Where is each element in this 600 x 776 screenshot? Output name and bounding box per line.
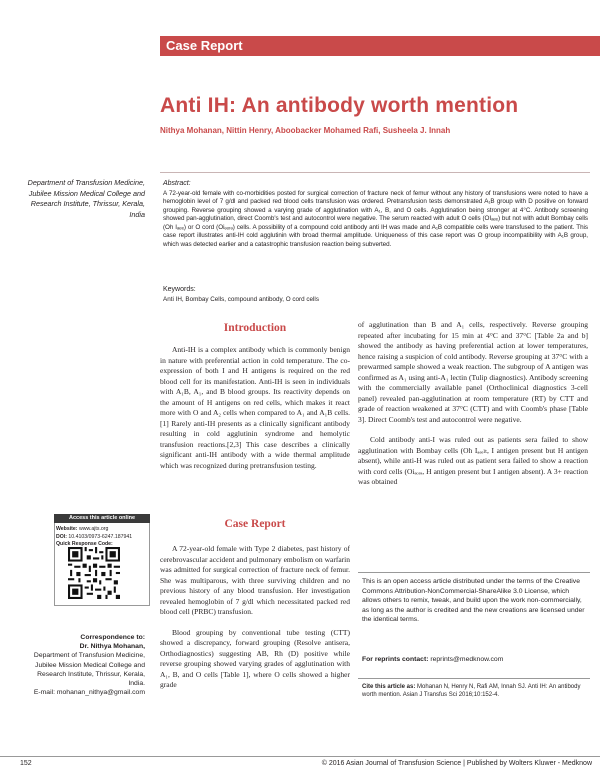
citation-block xyxy=(362,683,586,699)
footer-copyright: © 2016 Asian Journal of Transfusion Science | Published by Wolters Kluwer - Medknow xyxy=(321,760,592,767)
website-link[interactable]: www.ajts.org xyxy=(78,526,109,532)
website-line xyxy=(56,526,148,532)
correspondence-block xyxy=(20,633,145,697)
introduction-body xyxy=(160,345,350,481)
citation-text: Mohanan N, Henry N, Rafi AM, Innah SJ. Anti IH: An antibody worth mention. Asian J Transfus Sci 2016;10:152-4. xyxy=(362,684,581,699)
open-access-text: This is an open access article distributed under the terms of the Creative Commons Attribution-NonCommercial-ShareAlike 3.0 License, which allows others to remix, tweak, and build upon the work non-commercially, as long as the author is credited and the new creations are licensed under the identical terms. xyxy=(362,578,585,624)
keywords-text: Anti IH, Bombay Cells, compound antibody, O cord cells xyxy=(163,296,319,303)
case-report-heading: Case Report xyxy=(224,518,286,530)
case-report-paragraph-1: A 72-year-old female with Type 2 diabetes, past history of cerebrovascular accident and pulmonary embolism on warfarin was admitted for surgical correction of fracture neck of femur. She was multiparous, with three surviving children and no previous history of any blood transfusion. Her investigation revealed hemoglobin of 7 g/dl which necessitated packed red blood cell (PRBC) transfusion. xyxy=(160,544,350,616)
doi-value[interactable]: 10.4103/0973-6247.187941 xyxy=(68,534,133,540)
open-access-box xyxy=(358,572,590,573)
abstract-label: Abstract: xyxy=(163,180,191,187)
right-paragraph-2: Cold antibody anti-I was ruled out as patients sera failed to show agglutination with Bombay cells (Oh Iₐₑₑₗₜ, I antigen present but H antigen absent), while anti-H was ruled out as patient sera failed to show a reaction with cord cells (Oiₔₒᵣₔ, H antigen present but I antigen absent). A 3+ reaction was obtained xyxy=(358,435,588,486)
doi-label: DOI: xyxy=(56,534,67,540)
citation-box xyxy=(358,678,590,679)
abstract-text: A 72-year-old female with co-morbidities posted for surgical correction of fracture neck of femur without any history of transfusions were noted to have a hemoglobin level of 7 g/dl and packed red blood cells transfusion was ordered. Pretransfusion tests demonstrated A₁B group with D positive on forward grouping. Reverse grouping showed a varying grade of agglutination with A₁, B, and O cells. Agglutination being stronger at 4°C. Antibody screening showed pan-agglutination, direct Coomb's test and autocontrol were negative. The serum reacted with adult O cells (OIₐₑₑ) but not with adult Bombay cells (Oh Iₐₑₑ) or O cord (Oiₔₒᵣₔ) cells. A possibility of a compound cold antibody anti IH was made and A₁B compatible cells were transfused to the patient. This case report illustrates anti-IH cold agglutinin with broad thermal amplitude. Uniqueness of this case report was O group incompatibility with A₁B group, which was detected earlier and a catastrophic transfusion reaction being subverted. xyxy=(163,190,588,248)
citation-label: Cite this article as: xyxy=(362,684,416,690)
page-number: 152 xyxy=(20,760,32,767)
author-affiliation: Department of Transfusion Medicine, Jubilee Mission Medical College and Research Institute, Thrissur, Kerala, India xyxy=(27,178,145,219)
access-article-heading: Access this article online xyxy=(54,514,150,523)
section-label: Case Report xyxy=(166,38,243,53)
article-title: Anti IH: An antibody worth mention xyxy=(160,94,519,117)
reprints-email[interactable]: reprints@medknow.com xyxy=(430,656,504,663)
correspondence-label: Correspondence to: xyxy=(80,634,145,641)
reprints-line xyxy=(362,656,586,663)
introduction-heading: Introduction xyxy=(223,322,287,334)
case-report-body xyxy=(160,544,350,701)
qr-code-icon[interactable] xyxy=(68,547,120,599)
right-paragraph-1: of agglutination than B and A₁ cells, respectively. Reverse grouping repeated after incubating for 15 min at 4°C and 37°C [Table 2a and b] showed the antibody as having preferential action at lower temperatures, hence raising a suspicion of cold antibody. Reverse grouping at 37°C with a prewarmed sample showed a weak reaction. The subgroup of A antigen was confirmed as A₁ using anti-A₁ lectin (Tulip diagnostics). Antibody screening with the commercially available panel (Orthoclinical diagnostics 3-cell panel) revealed pan-agglutination at room temperature (RT) by CTT and grade of reaction weakened at 37°C (CTT) and with Coomb's phase [Table 3]. Direct Coomb's test and autocontrol were negative. xyxy=(358,320,588,424)
article-authors: Nithya Mohanan, Nittin Henry, Aboobacker Mohamed Rafi, Susheela J. Innah xyxy=(160,126,451,135)
correspondence-email[interactable]: E-mail: mohanan_nithya@gmail.com xyxy=(33,689,145,697)
correspondence-address: Department of Transfusion Medicine, Jubilee Mission Medical College and Research Institute, Thrissur, Kerala, India. xyxy=(33,652,145,688)
qr-label: Quick Response Code: xyxy=(56,541,113,547)
case-report-paragraph-2: Blood grouping by conventional tube testing (CTT) showed a discrepancy, forward grouping (Resolve antisera, Orthodiagnostics) suggesting AB, Rh (D) positive while reverse grouping showed varying grades of agglutination with A₁, B, and O cells [Table 1], where O cells showed a higher grade xyxy=(160,627,350,689)
correspondence-name: Dr. Nithya Mohanan, xyxy=(79,643,145,651)
website-label: Website: xyxy=(56,526,78,532)
right-column-body xyxy=(358,320,588,498)
doi-line xyxy=(56,534,148,540)
reprints-label: For reprints contact: xyxy=(362,656,429,663)
footer-divider xyxy=(0,756,600,757)
section-banner xyxy=(160,36,600,56)
introduction-paragraph: Anti-IH is a complex antibody which is commonly benign in nature with preferential action in cold temperature. The co-expression of both I and H antigens is required on the red blood cell for its manifestation. Anti-IH is seen in individuals with A₁B, A₁, and B blood groups. Its reactivity depends on the amount of H antigens on red cells, which makes it react more with O and A₂ cells when compared to A₁ and A₁B cells.[1] Rarely anti-IH presents as a clinically significant antibody resulting in cold agglutinin syndrome and hemolytic transfusion reactions.[2,3] This case describes a clinically significant anti-IH antibody with a wide thermal amplitude which was recognized during pretransfusion testing. xyxy=(160,345,350,470)
keywords-label: Keywords: xyxy=(163,286,196,293)
